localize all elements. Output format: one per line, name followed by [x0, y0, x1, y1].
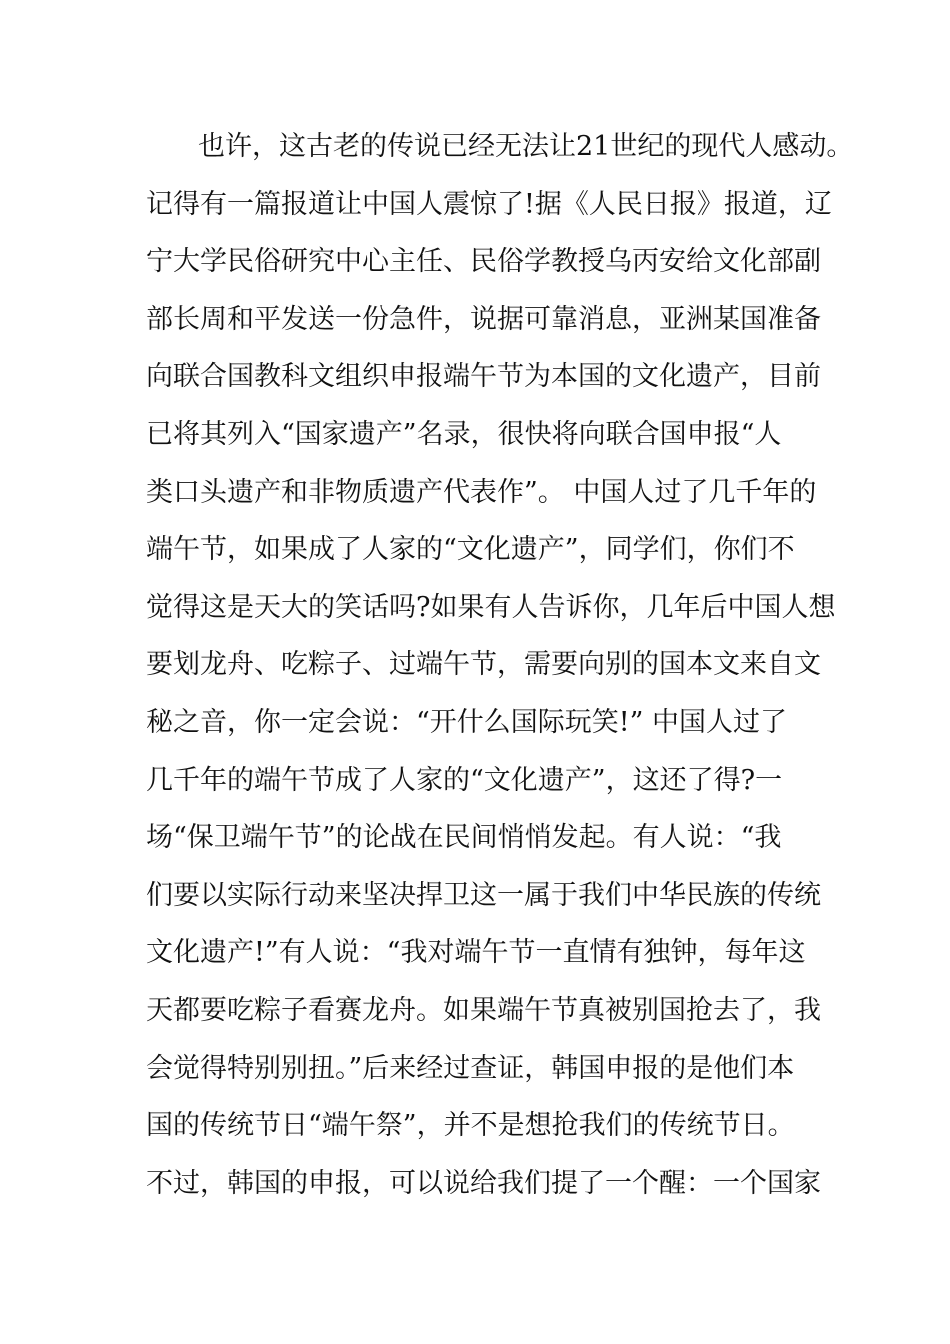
- text-line: 觉得这是天大的笑话吗?如果有人告诉你，几年后中国人想: [146, 591, 836, 623]
- body-paragraph: [146, 118, 854, 1212]
- text-line: 部长周和平发送一份急件，说据可靠消息，亚洲某国准备: [146, 303, 821, 335]
- text-line: 端午节，如果成了人家的“文化遗产”，同学们，你们不: [146, 534, 795, 566]
- text-line: 记得有一篇报道让中国人震惊了!据《人民日报》报道，辽: [146, 188, 832, 220]
- text-line: 不过，韩国的申报，可以说给我们提了一个醒：一个国家: [146, 1167, 821, 1199]
- text-line: 要划龙舟、吃粽子、过端午节，需要向别的国本文来自文: [146, 649, 821, 681]
- text-line: 宁大学民俗研究中心主任、民俗学教授乌丙安给文化部副: [146, 246, 821, 278]
- text-line: 国的传统节日“端午祭”，并不是想抢我们的传统节日。: [146, 1110, 795, 1142]
- text-line: 几千年的端午节成了人家的“文化遗产”，这还了得?一: [146, 764, 783, 796]
- text-line: 天都要吃粽子看赛龙舟。如果端午节真被别国抢去了，我: [146, 994, 821, 1026]
- text-line: 会觉得特别别扭。”后来经过查证，韩国申报的是他们本: [146, 1052, 795, 1084]
- text-line: 场“保卫端午节”的论战在民间悄悄发起。有人说：“我: [146, 822, 782, 854]
- text-line: 也许，这古老的传说已经无法让21世纪的现代人感动。: [198, 131, 854, 162]
- text-line: 秘之音，你一定会说：“开什么国际玩笑!” 中国人过了: [146, 706, 788, 738]
- text-line: 类口头遗产和非物质遗产代表作”。 中国人过了几千年的: [146, 476, 817, 508]
- text-line: 已将其列入“国家遗产”名录，很快将向联合国申报“人: [146, 418, 782, 450]
- text-line: 们要以实际行动来坚决捍卫这一属于我们中华民族的传统: [146, 879, 821, 911]
- text-line: 向联合国教科文组织申报端午节为本国的文化遗产，目前: [146, 361, 821, 393]
- text-line: 文化遗产!”有人说：“我对端午节一直情有独钟，每年这: [146, 937, 806, 969]
